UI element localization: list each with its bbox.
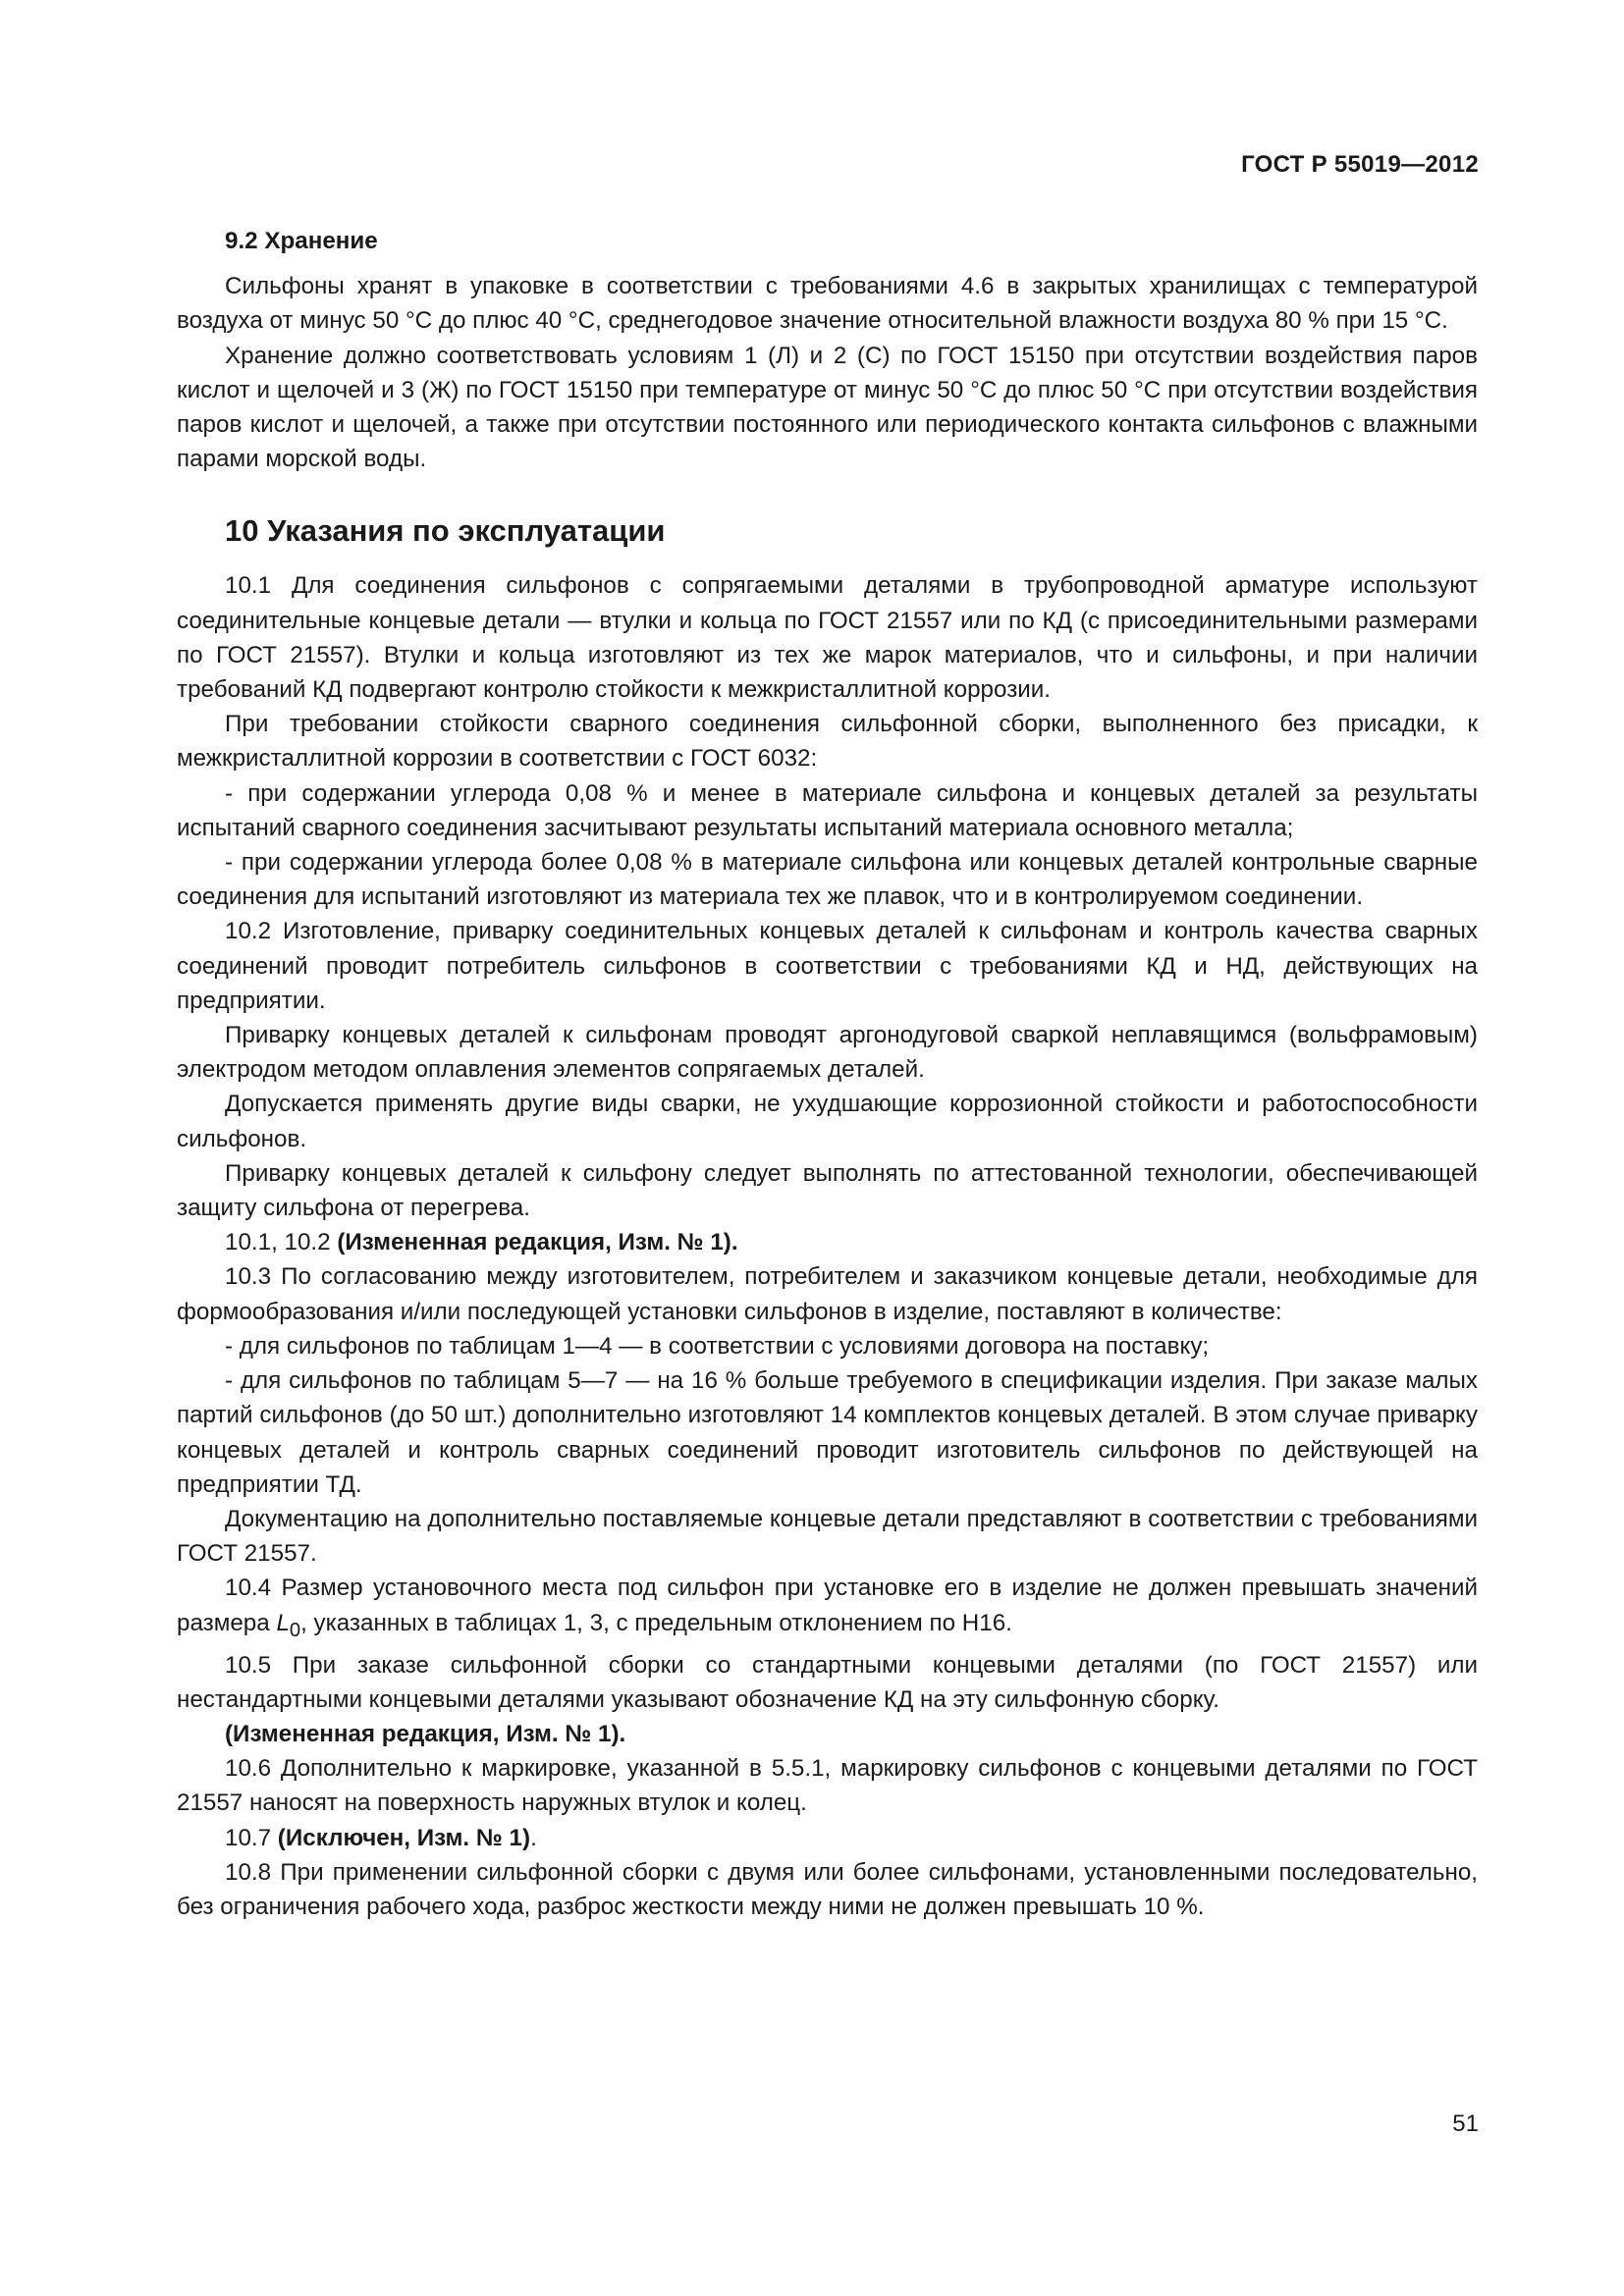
amendment-note: [177, 1225, 1478, 1259]
amendment-suffix: .: [530, 1824, 537, 1851]
list-item: - для сильфонов по таблицам 5—7 — на 16 % больше требуемого в спецификации изделия. При заказе малых партий сильфонов (до 50 шт.) дополнительно изготовляют 14 комплектов концевых деталей. В этом случае приварку концевых деталей и контроль сварных соединений проводит изготовитель сильфонов по действующей на предприятии ТД.: [177, 1367, 1478, 1498]
section-9-2-heading: 9.2 Хранение: [225, 228, 378, 254]
paragraph: 10.2 Изготовление, приварку соединительных концевых деталей к сильфонам и контроль качества сварных соединений проводит потребитель сильфонов в соответствии с требованиями КД и НД, действующих на предприятии.: [177, 918, 1478, 1014]
paragraph: При требовании стойкости сварного соединения сильфонной сборки, выполненного без присадки, к межкристаллитной коррозии в соответствии с ГОСТ 6032:: [177, 711, 1478, 773]
paragraph-text: 10.4 Размер установочного места под сильфон при установке его в изделие не должен превышать значений размера: [177, 1575, 1478, 1636]
amendment-note: [177, 1821, 1478, 1855]
symbol-l: L: [276, 1609, 290, 1636]
paragraph: Хранение должно соответствовать условиям 1 (Л) и 2 (С) по ГОСТ 15150 при отсутствии воздействия паров кислот и щелочей и 3 (Ж) по ГОСТ 15150 при температуре от минус 50 °С до плюс 50 °С при отсутствии воздействия паров кислот и щелочей, а также при отсутствии постоянного или периодического контакта сильфонов с влажными парами морской воды.: [177, 342, 1478, 473]
amendment-label: (Измененная редакция, Изм. № 1).: [225, 1720, 626, 1747]
paragraph: [177, 1571, 1478, 1647]
paragraph: Приварку концевых деталей к сильфонам проводят аргонодуговой сваркой неплавящимся (вольфрамовым) электродом методом оплавления элементов сопрягаемых деталей.: [177, 1022, 1478, 1084]
paragraph: 10.1 Для соединения сильфонов с сопрягаемыми деталями в трубопроводной арматуре используют соединительные концевые детали — втулки и кольца по ГОСТ 21557 или по КД (с присоединительными размерами по ГОСТ 21557). Втулки и кольца изготовляют из тех же марок материалов, что и сильфоны, и при наличии требований КД подвергают контролю стойкости к межкристаллитной коррозии.: [177, 572, 1478, 704]
section-10-heading: 10 Указания по эксплуатации: [225, 513, 666, 549]
paragraph: 10.8 При применении сильфонной сборки с двумя или более сильфонами, установленными последовательно, без ограничения рабочего хода, разброс жесткости между ними не должен превышать 10 %.: [177, 1858, 1478, 1920]
paragraph: 10.5 При заказе сильфонной сборки со стандартными концевыми деталями (по ГОСТ 21557) или нестандартными концевыми деталями указывают обозначение КД на эту сильфонную сборку.: [177, 1651, 1478, 1713]
list-item: - при содержании углерода 0,08 % и менее в материале сильфона и концевых деталей за результаты испытаний сварного соединения засчитывают результаты испытаний материала основного металла;: [177, 779, 1478, 841]
paragraph: 10.6 Дополнительно к маркировке, указанной в 5.5.1, маркировку сильфонов с концевыми деталями по ГОСТ 21557 наносят на поверхность наружных втулок и колец.: [177, 1755, 1478, 1817]
amendment-label: (Исключен, Изм. № 1): [277, 1824, 531, 1851]
paragraph-text: , указанных в таблицах 1, 3, с предельным отклонением по Н16.: [300, 1609, 1012, 1636]
page-number: 51: [1452, 2110, 1479, 2137]
paragraph: Документацию на дополнительно поставляемые концевые детали представляют в соответствии с требованиями ГОСТ 21557.: [177, 1505, 1478, 1568]
paragraph: 10.3 По согласованию между изготовителем, потребителем и заказчиком концевые детали, необходимые для формообразования и/или последующей установки сильфонов в изделие, поставляют в количестве:: [177, 1263, 1478, 1325]
amendment-ref: 10.1, 10.2: [225, 1229, 338, 1256]
paragraph: Сильфоны хранят в упаковке в соответствии с требованиями 4.6 в закрытых хранилищах с температурой воздуха от минус 50 °С до плюс 40 °С, среднегодовое значение относительной влажности воздуха 80 % при 15 °С.: [177, 273, 1478, 335]
list-item: - для сильфонов по таблицам 1—4 — в соответствии с условиями договора на поставку;: [225, 1332, 1210, 1360]
document-body: [177, 224, 1478, 1924]
list-item: - при содержании углерода более 0,08 % в материале сильфона или концевых деталей контрольные сварные соединения для испытаний изготовляют из материала тех же плавок, что и в контролируемом соединении.: [177, 849, 1478, 911]
amendment-label: (Измененная редакция, Изм. № 1).: [337, 1229, 738, 1256]
document-header-code: ГОСТ Р 55019—2012: [1241, 151, 1479, 178]
paragraph: Приварку концевых деталей к сильфону следует выполнять по аттестованной технологии, обеспечивающей защиту сильфона от перегрева.: [177, 1159, 1478, 1222]
paragraph: Допускается применять другие виды сварки, не ухудшающие коррозионной стойкости и работоспособности сильфонов.: [177, 1091, 1478, 1152]
symbol-subscript: 0: [289, 1619, 301, 1641]
amendment-note: [177, 1717, 1478, 1751]
amendment-ref: 10.7: [225, 1824, 278, 1851]
